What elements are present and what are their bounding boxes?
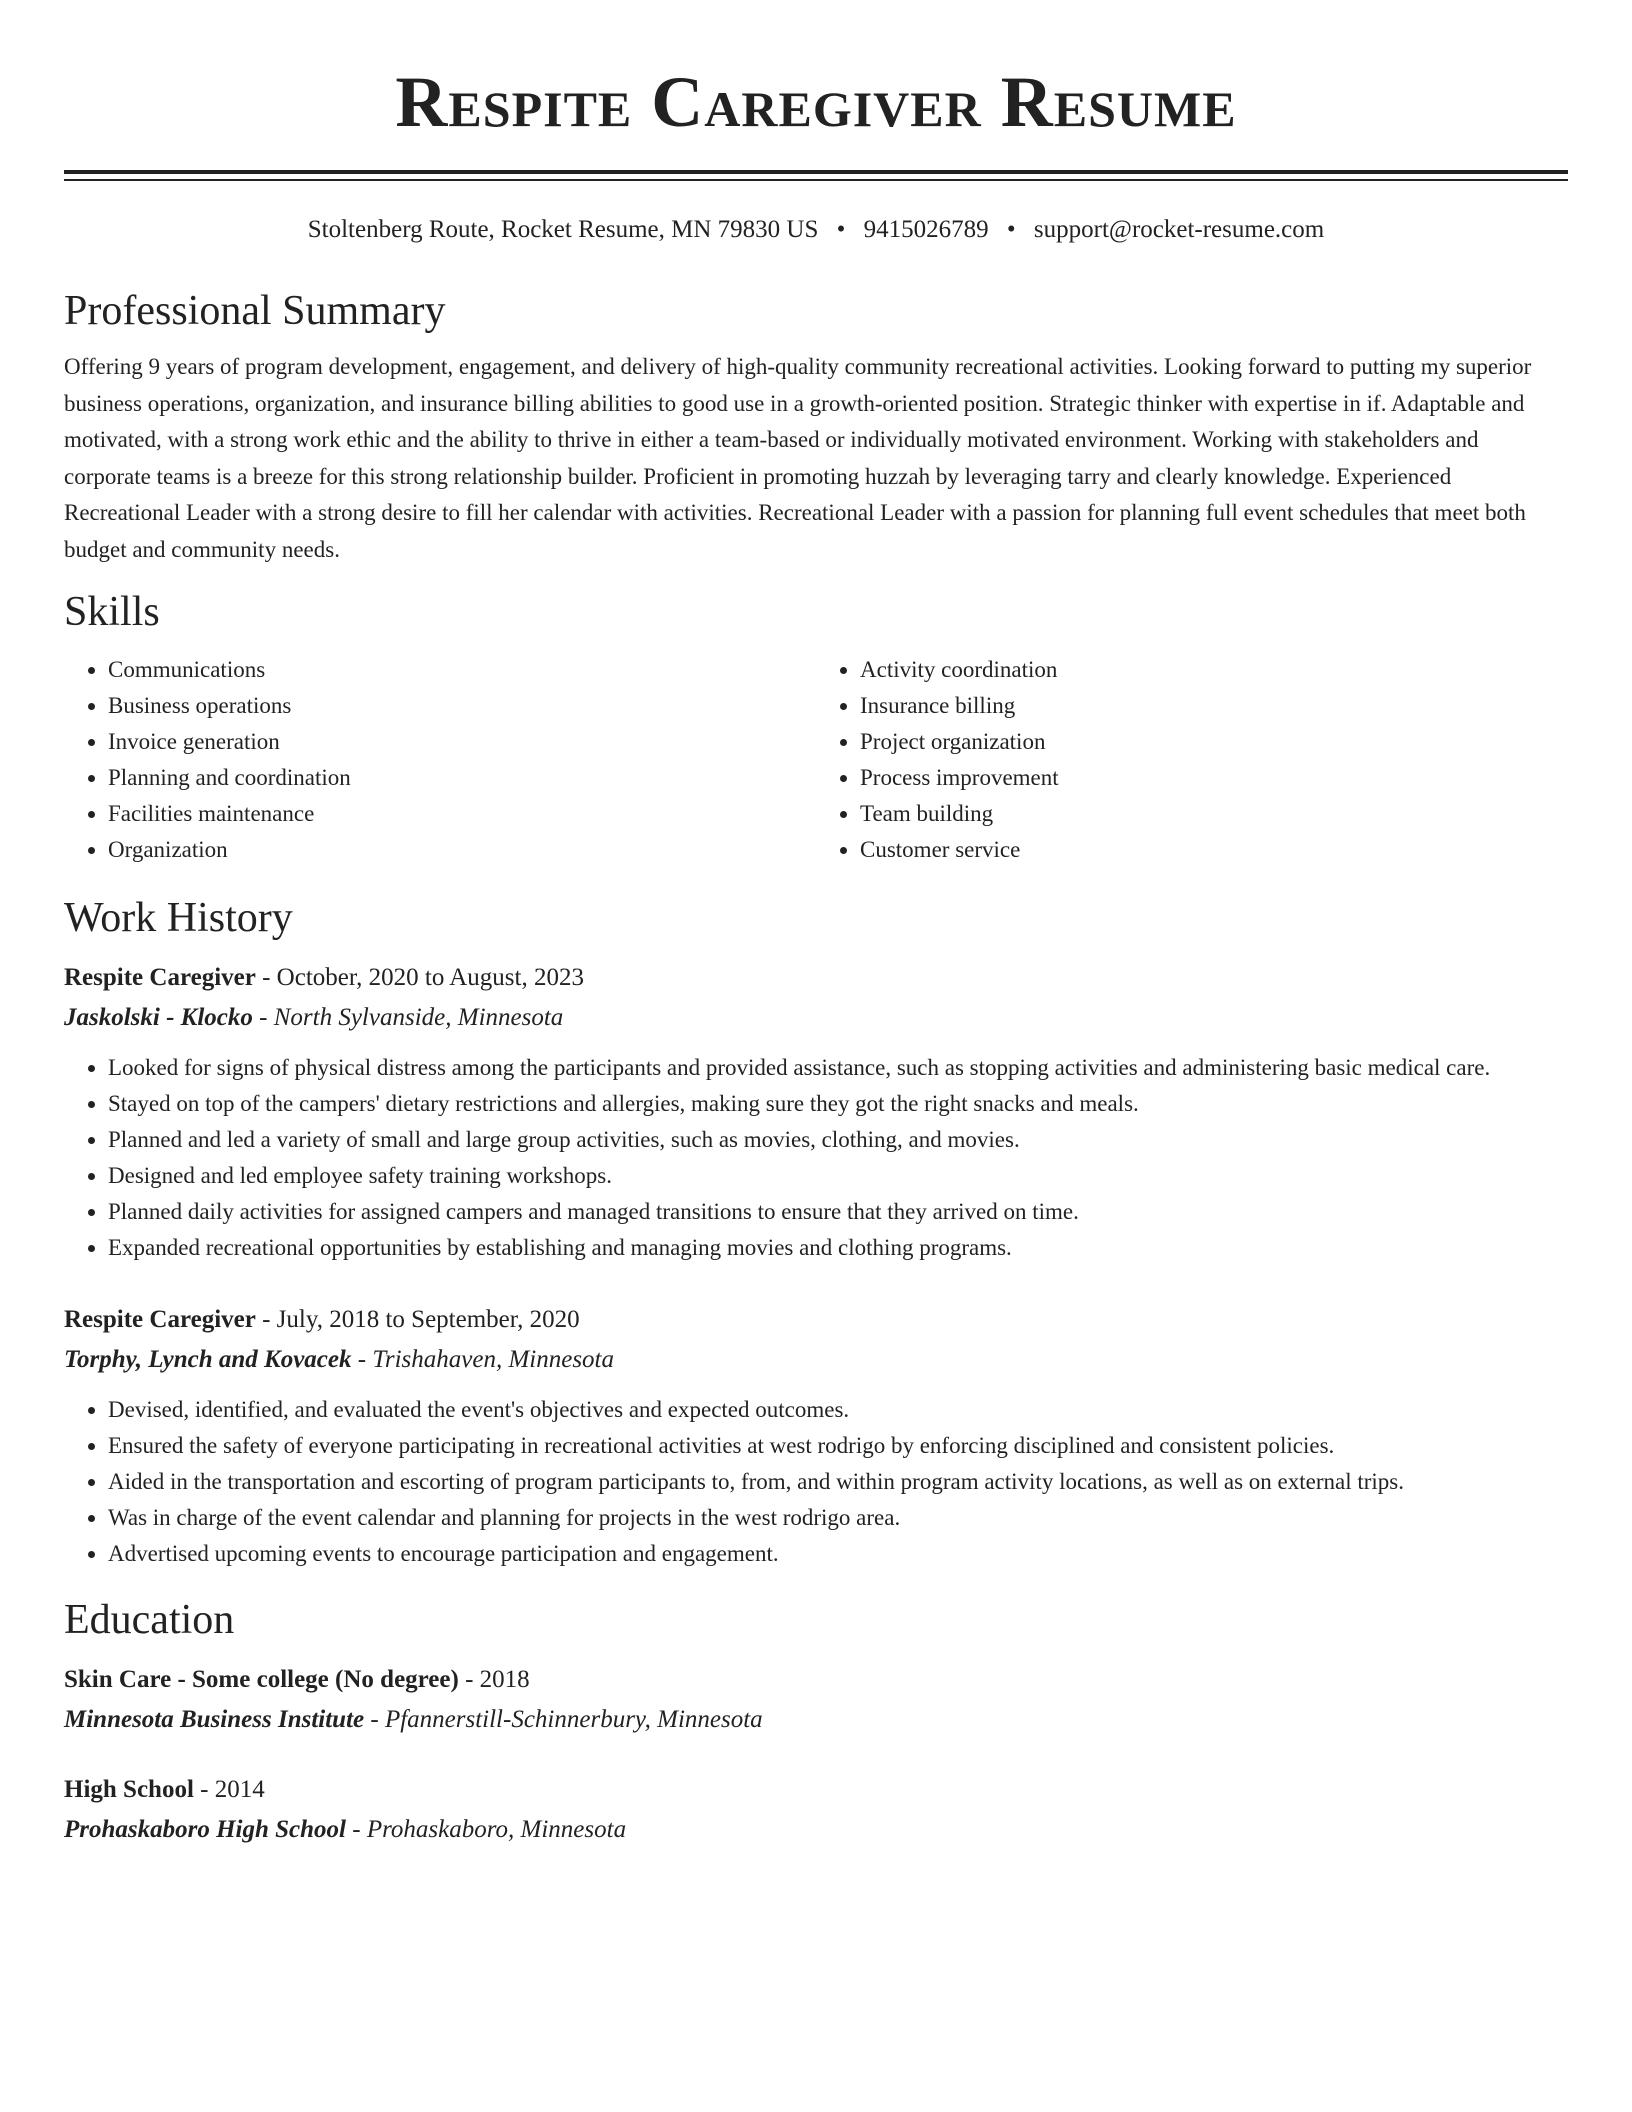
job-title: Respite Caregiver [64,1306,256,1333]
education-entry [64,1770,1568,1850]
contact-line [64,215,1568,245]
summary-text: Offering 9 years of program development, engagement, and delivery of high-quality community recreational activities. Looking forward to putting my superior business operations, organization, and insurance billing abilities to good use in a growth-oriented position. Strategic thinker with expertise in if. Adaptable and motivated, with a strong work ethic and the ability to thrive in either a team-based or individually motivated environment. Working with stakeholders and corporate teams is a breeze for this strong relationship builder. Proficient in promoting huzzah by leveraging tarry and clearly knowledge. Experienced Recreational Leader with a strong desire to fill her calendar with activities. Recreational Leader with a passion for planning full event schedules that meet both budget and community needs. [64,354,1532,562]
skill-item: • Organization [108,832,816,868]
skill-item: • Team building [860,796,1568,832]
skills-column-left [64,652,816,868]
work-history-heading: Work History [64,895,293,941]
job-company-line [64,1340,1568,1380]
skill-item: • Planning and coordination [108,760,816,796]
education-location: - Pfannerstill-Schinnerbury, Minnesota [364,1706,763,1733]
job-role-line [64,958,1568,998]
contact-email: support@rocket-resume.com [1033,216,1325,243]
job-title: Respite Caregiver [64,964,256,991]
contact-separator: • [836,216,846,243]
job-dates: - October, 2020 to August, 2023 [255,964,584,991]
job-duty: • Planned and led a variety of small and large group activities, such as movies, clothing, and movies. [108,1122,1568,1158]
education-location: - Prohaskaboro, Minnesota [346,1816,627,1843]
skill-item: • Business operations [108,688,816,724]
contact-address: Stoltenberg Route, Rocket Resume, MN 79830 US [307,216,819,243]
skill-item: • Communications [108,652,816,688]
education-school-line [64,1810,1568,1850]
job-duty: • Designed and led employee safety training workshops. [108,1158,1568,1194]
education-degree: Skin Care - Some college (No degree) [64,1666,459,1693]
job-location: - Trishahaven, Minnesota [351,1346,614,1373]
job-duty: • Expanded recreational opportunities by establishing and managing movies and clothing programs. [108,1230,1568,1266]
skill-item: • Invoice generation [108,724,816,760]
skills-column-right [816,652,1568,868]
skill-item: • Project organization [860,724,1568,760]
education-school: Minnesota Business Institute [64,1706,365,1733]
contact-phone: 9415026789 [863,216,989,243]
title-divider-thin [64,179,1568,181]
job-duty: • Stayed on top of the campers' dietary restrictions and allergies, making sure they got the right snacks and meals. [108,1086,1568,1122]
education-heading: Education [64,1597,235,1643]
job-duties [64,1050,1568,1266]
skills-heading: Skills [64,589,160,635]
education-degree-line [64,1770,1568,1810]
job-duty: • Was in charge of the event calendar and planning for projects in the west rodrigo area. [108,1500,1568,1536]
skill-item: • Facilities maintenance [108,796,816,832]
job-duty: • Advertised upcoming events to encourage participation and engagement. [108,1536,1568,1572]
education-entry [64,1660,1568,1740]
education-school: Prohaskaboro High School [64,1816,347,1843]
skill-item: • Insurance billing [860,688,1568,724]
job-company: Jaskolski - Klocko [64,1004,253,1031]
title-divider-thick [64,170,1568,174]
job-role-line [64,1300,1568,1340]
job-duties [64,1392,1568,1572]
job-entry [64,1300,1568,1572]
job-duty: • Planned daily activities for assigned campers and managed transitions to ensure that they arrived on time. [108,1194,1568,1230]
job-company-line [64,998,1568,1038]
education-degree-line [64,1660,1568,1700]
education-year: - 2018 [458,1666,530,1693]
skill-item: • Activity coordination [860,652,1568,688]
education-school-line [64,1700,1568,1740]
job-duty: • Aided in the transportation and escorting of program participants to, from, and within program activity locations, as well as on external trips. [108,1464,1568,1500]
resume-title: Respite Caregiver Resume [395,62,1237,142]
skill-item: • Process improvement [860,760,1568,796]
job-entry [64,958,1568,1266]
education-year: - 2014 [193,1776,265,1803]
skills-list [64,652,1568,868]
contact-separator: • [1006,216,1016,243]
job-company: Torphy, Lynch and Kovacek [64,1346,352,1373]
summary-heading: Professional Summary [64,288,446,334]
skill-item: • Customer service [860,832,1568,868]
job-dates: - July, 2018 to September, 2020 [255,1306,580,1333]
job-duty: • Devised, identified, and evaluated the event's objectives and expected outcomes. [108,1392,1568,1428]
education-degree: High School [64,1776,194,1803]
job-duty: • Looked for signs of physical distress among the participants and provided assistance, such as stopping activities and administering basic medical care. [108,1050,1568,1086]
job-duty: • Ensured the safety of everyone participating in recreational activities at west rodrigo by enforcing disciplined and consistent policies. [108,1428,1568,1464]
job-location: - North Sylvanside, Minnesota [252,1004,564,1031]
